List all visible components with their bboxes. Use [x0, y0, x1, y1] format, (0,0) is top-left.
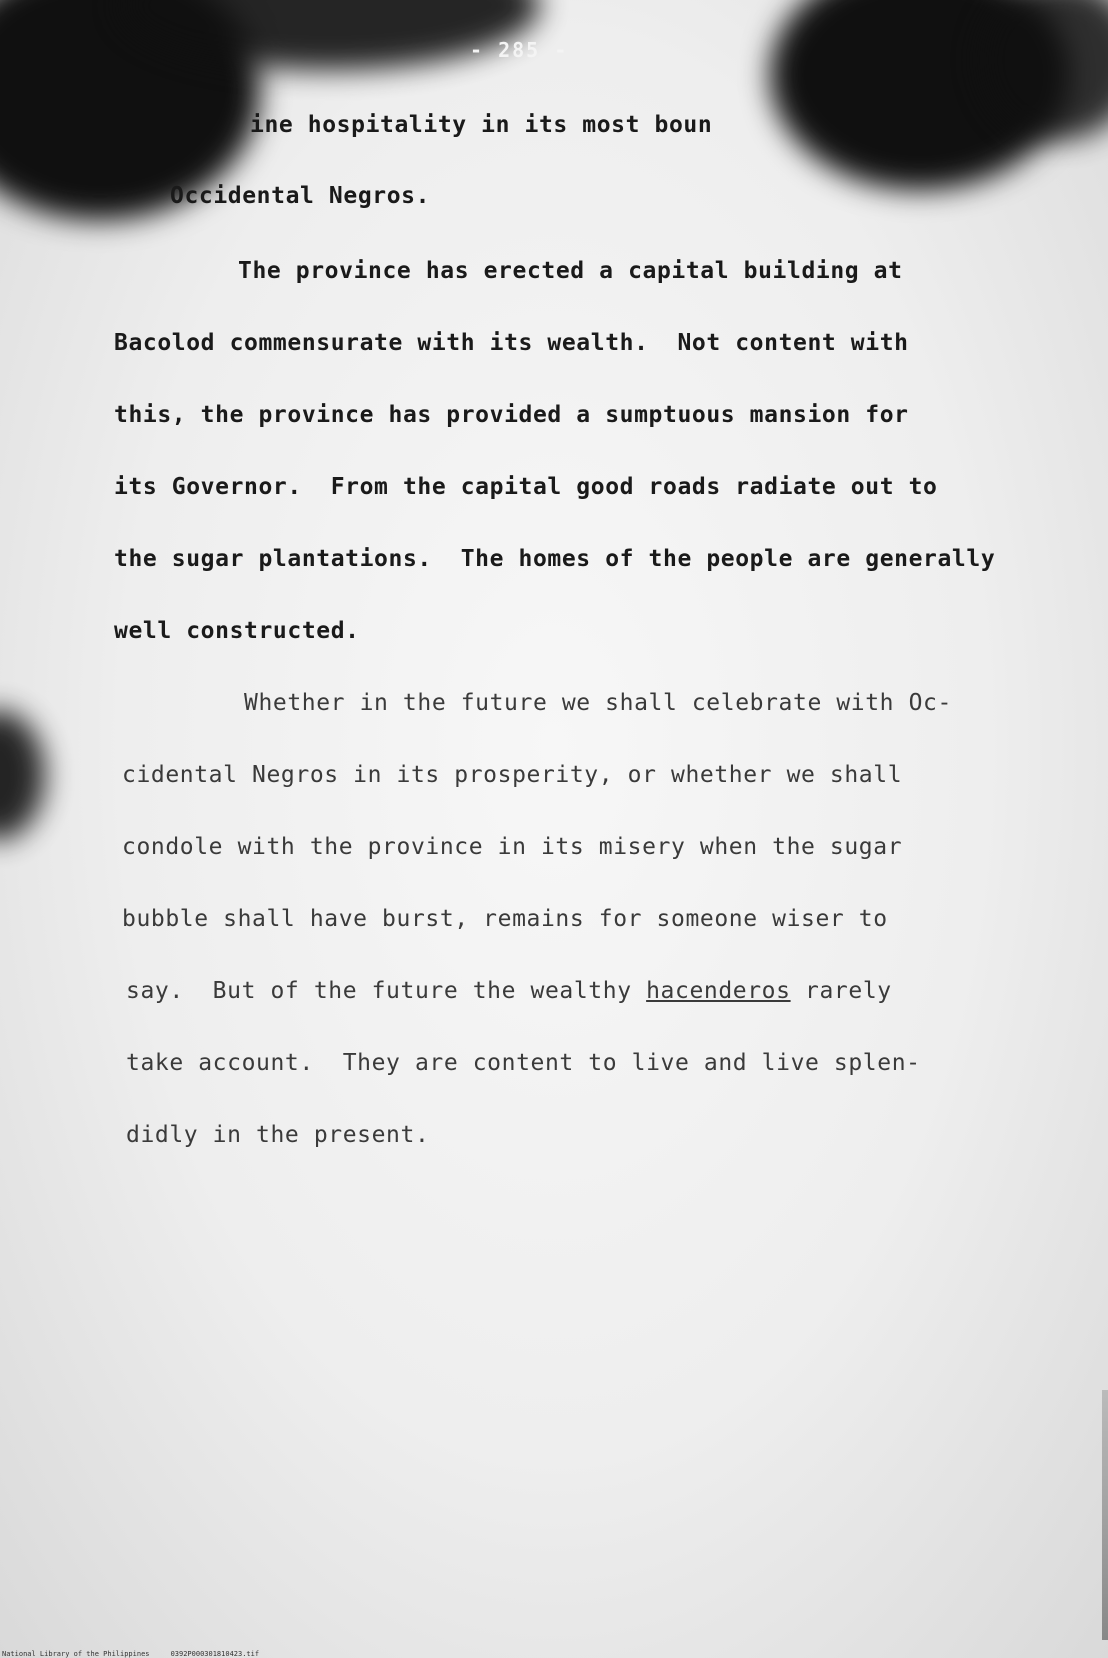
text-line: Whether in the future we shall celebrate with Oc- [244, 690, 952, 716]
text-line: its Governor. From the capital good roads radiate out to [114, 474, 938, 500]
text-line: this, the province has provided a sumptuous mansion for [114, 402, 909, 428]
page-edge-shadow [1102, 1390, 1108, 1640]
text-line: the sugar plantations. The homes of the people are generally [114, 546, 996, 572]
page-number: - 285 - [470, 38, 569, 62]
text-line [126, 978, 892, 1004]
text-line: condole with the province in its misery when the sugar [122, 834, 903, 860]
text-line: take account. They are content to live and live splen- [126, 1050, 921, 1076]
underlined-word: hacenderos [646, 978, 791, 1004]
text-fragment: say. But of the future the wealthy [126, 978, 647, 1004]
archive-footer: National Library of the Philippines 0392P000301810423.tif [2, 1650, 260, 1658]
text-line: didly in the present. [126, 1122, 430, 1148]
text-line: cidental Negros in its prosperity, or whether we shall [122, 762, 903, 788]
text-line: well constructed. [114, 618, 360, 644]
text-line: ine hospitality in its most boun [250, 112, 713, 138]
text-line: bubble shall have burst, remains for someone wiser to [122, 906, 888, 932]
text-line: The province has erected a capital building at [238, 258, 903, 284]
text-fragment: rarely [790, 978, 892, 1004]
stain-left-margin [0, 710, 45, 840]
text-line: Occidental Negros. [170, 183, 431, 209]
text-line: Bacolod commensurate with its wealth. Not content with [114, 330, 909, 356]
